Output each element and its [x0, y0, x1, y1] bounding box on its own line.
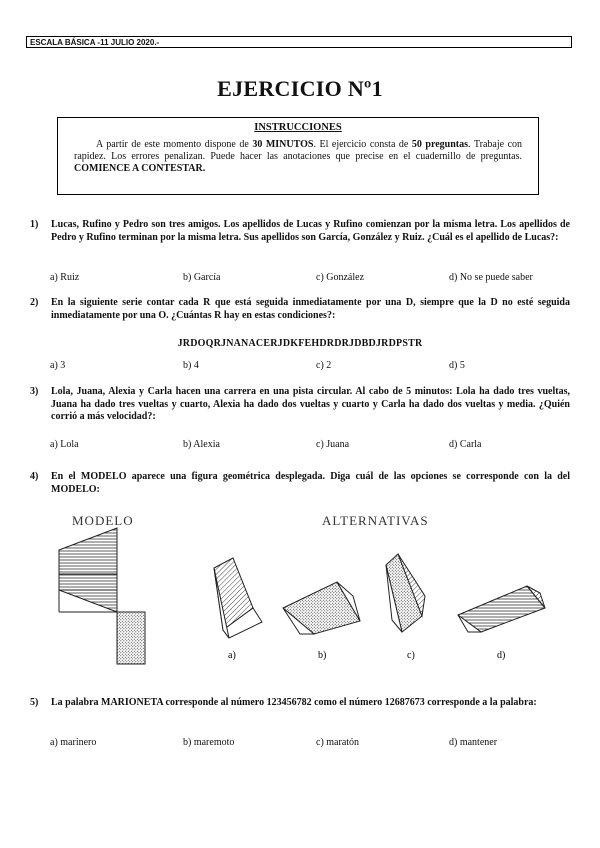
geometry-figure — [0, 508, 600, 668]
option-d[interactable]: d) Carla — [449, 439, 482, 450]
question-text: Lucas, Rufino y Pedro son tres amigos. Los apellidos de Lucas y Rufino comienzan por la misma letra. Los apellidos de Pedro y Rufino terminan por la misma letra. Sus apellidos son García, González y Ruiz. ¿Cuál es el apellido de Lucas?: — [51, 219, 570, 243]
question-3 — [30, 386, 570, 424]
question-1 — [30, 219, 570, 244]
option-d[interactable]: d) 5 — [449, 360, 465, 371]
option-c[interactable]: c) maratón — [316, 737, 360, 748]
option-c[interactable]: c) Juana — [316, 439, 350, 450]
question-number: 2) — [30, 297, 39, 308]
instructions-text-2: . El ejercicio consta de — [313, 139, 412, 150]
page-title: EJERCICIO Nº1 — [217, 76, 383, 101]
alternative-c-label: c) — [407, 650, 415, 661]
instructions-text-3: . Trabaje con rapidez. Los errores penalizan. Puede hacer las anotaciones que precise en el cuadernillo de preguntas. — [74, 139, 523, 162]
instructions-box — [57, 117, 539, 195]
alternative-d-label: d) — [497, 650, 506, 661]
option-c[interactable]: c) González — [316, 272, 365, 283]
instructions-text-1: A partir de este momento dispone de — [96, 139, 253, 150]
alternative-b-label: b) — [318, 650, 327, 661]
instructions-heading: INSTRUCCIONES — [254, 122, 342, 133]
question-2 — [30, 297, 570, 322]
option-d[interactable]: d) No se puede saber — [449, 272, 533, 283]
model-net — [59, 528, 145, 664]
instructions-time: 30 MINUTOS — [252, 139, 314, 150]
exam-header-text: ESCALA BÁSICA -11 JULIO 2020.- — [30, 38, 160, 47]
question-4 — [30, 471, 570, 496]
question-text: La palabra MARIONETA corresponde al número 123456782 como el número 12687673 corresponde a la palabra: — [51, 697, 537, 708]
option-b[interactable]: b) García — [183, 272, 221, 283]
question-number: 3) — [30, 386, 39, 397]
alternatives-label: ALTERNATIVAS — [322, 513, 429, 528]
alternative-a — [214, 558, 262, 638]
alternative-c — [386, 554, 425, 632]
question-5 — [30, 697, 570, 710]
model-label: MODELO — [72, 513, 134, 528]
option-a[interactable]: a) Ruiz — [50, 272, 80, 283]
alternative-a-label: a) — [228, 650, 236, 661]
option-a[interactable]: a) 3 — [50, 360, 66, 371]
option-b[interactable]: b) 4 — [183, 360, 199, 371]
question-text: En el MODELO aparece una figura geométrica desplegada. Diga cuál de las opciones se corresponde con la del MODELO: — [51, 471, 570, 495]
question-text: Lola, Juana, Alexia y Carla hacen una carrera en una pista circular. Al cabo de 5 minutos: Lola ha dado tres vueltas, Juana ha dado tres vueltas y cuarto, Alexia ha dado dos vueltas y cuarto y Carla ha dado dos vueltas y media. ¿Quién corrió a más velocidad?: — [51, 386, 570, 422]
instructions-start: COMIENCE A CONTESTAR. — [74, 163, 206, 174]
option-c[interactable]: c) 2 — [316, 360, 332, 371]
question-number: 5) — [30, 697, 39, 708]
option-d[interactable]: d) mantener — [449, 737, 498, 748]
question-number: 4) — [30, 471, 39, 482]
instructions-body — [74, 139, 522, 175]
letter-sequence: JRDOQRJNANACERJDKFEHDRDRJDBDJRDPSTR — [177, 338, 423, 349]
option-b[interactable]: b) Alexia — [183, 439, 220, 450]
option-a[interactable]: a) marinero — [50, 737, 97, 748]
instructions-count: 50 preguntas — [411, 139, 469, 150]
alternative-d — [458, 586, 545, 632]
option-b[interactable]: b) maremoto — [183, 737, 235, 748]
question-text: En la siguiente serie contar cada R que está seguida inmediatamente por una D, siempre que la D no esté seguida inmediatamente por una O. ¿Cuántas R hay en estas condiciones?: — [51, 297, 570, 321]
question-number: 1) — [30, 219, 39, 230]
alternative-b — [283, 582, 360, 634]
option-a[interactable]: a) Lola — [50, 439, 79, 450]
exam-header-bar — [26, 36, 572, 48]
